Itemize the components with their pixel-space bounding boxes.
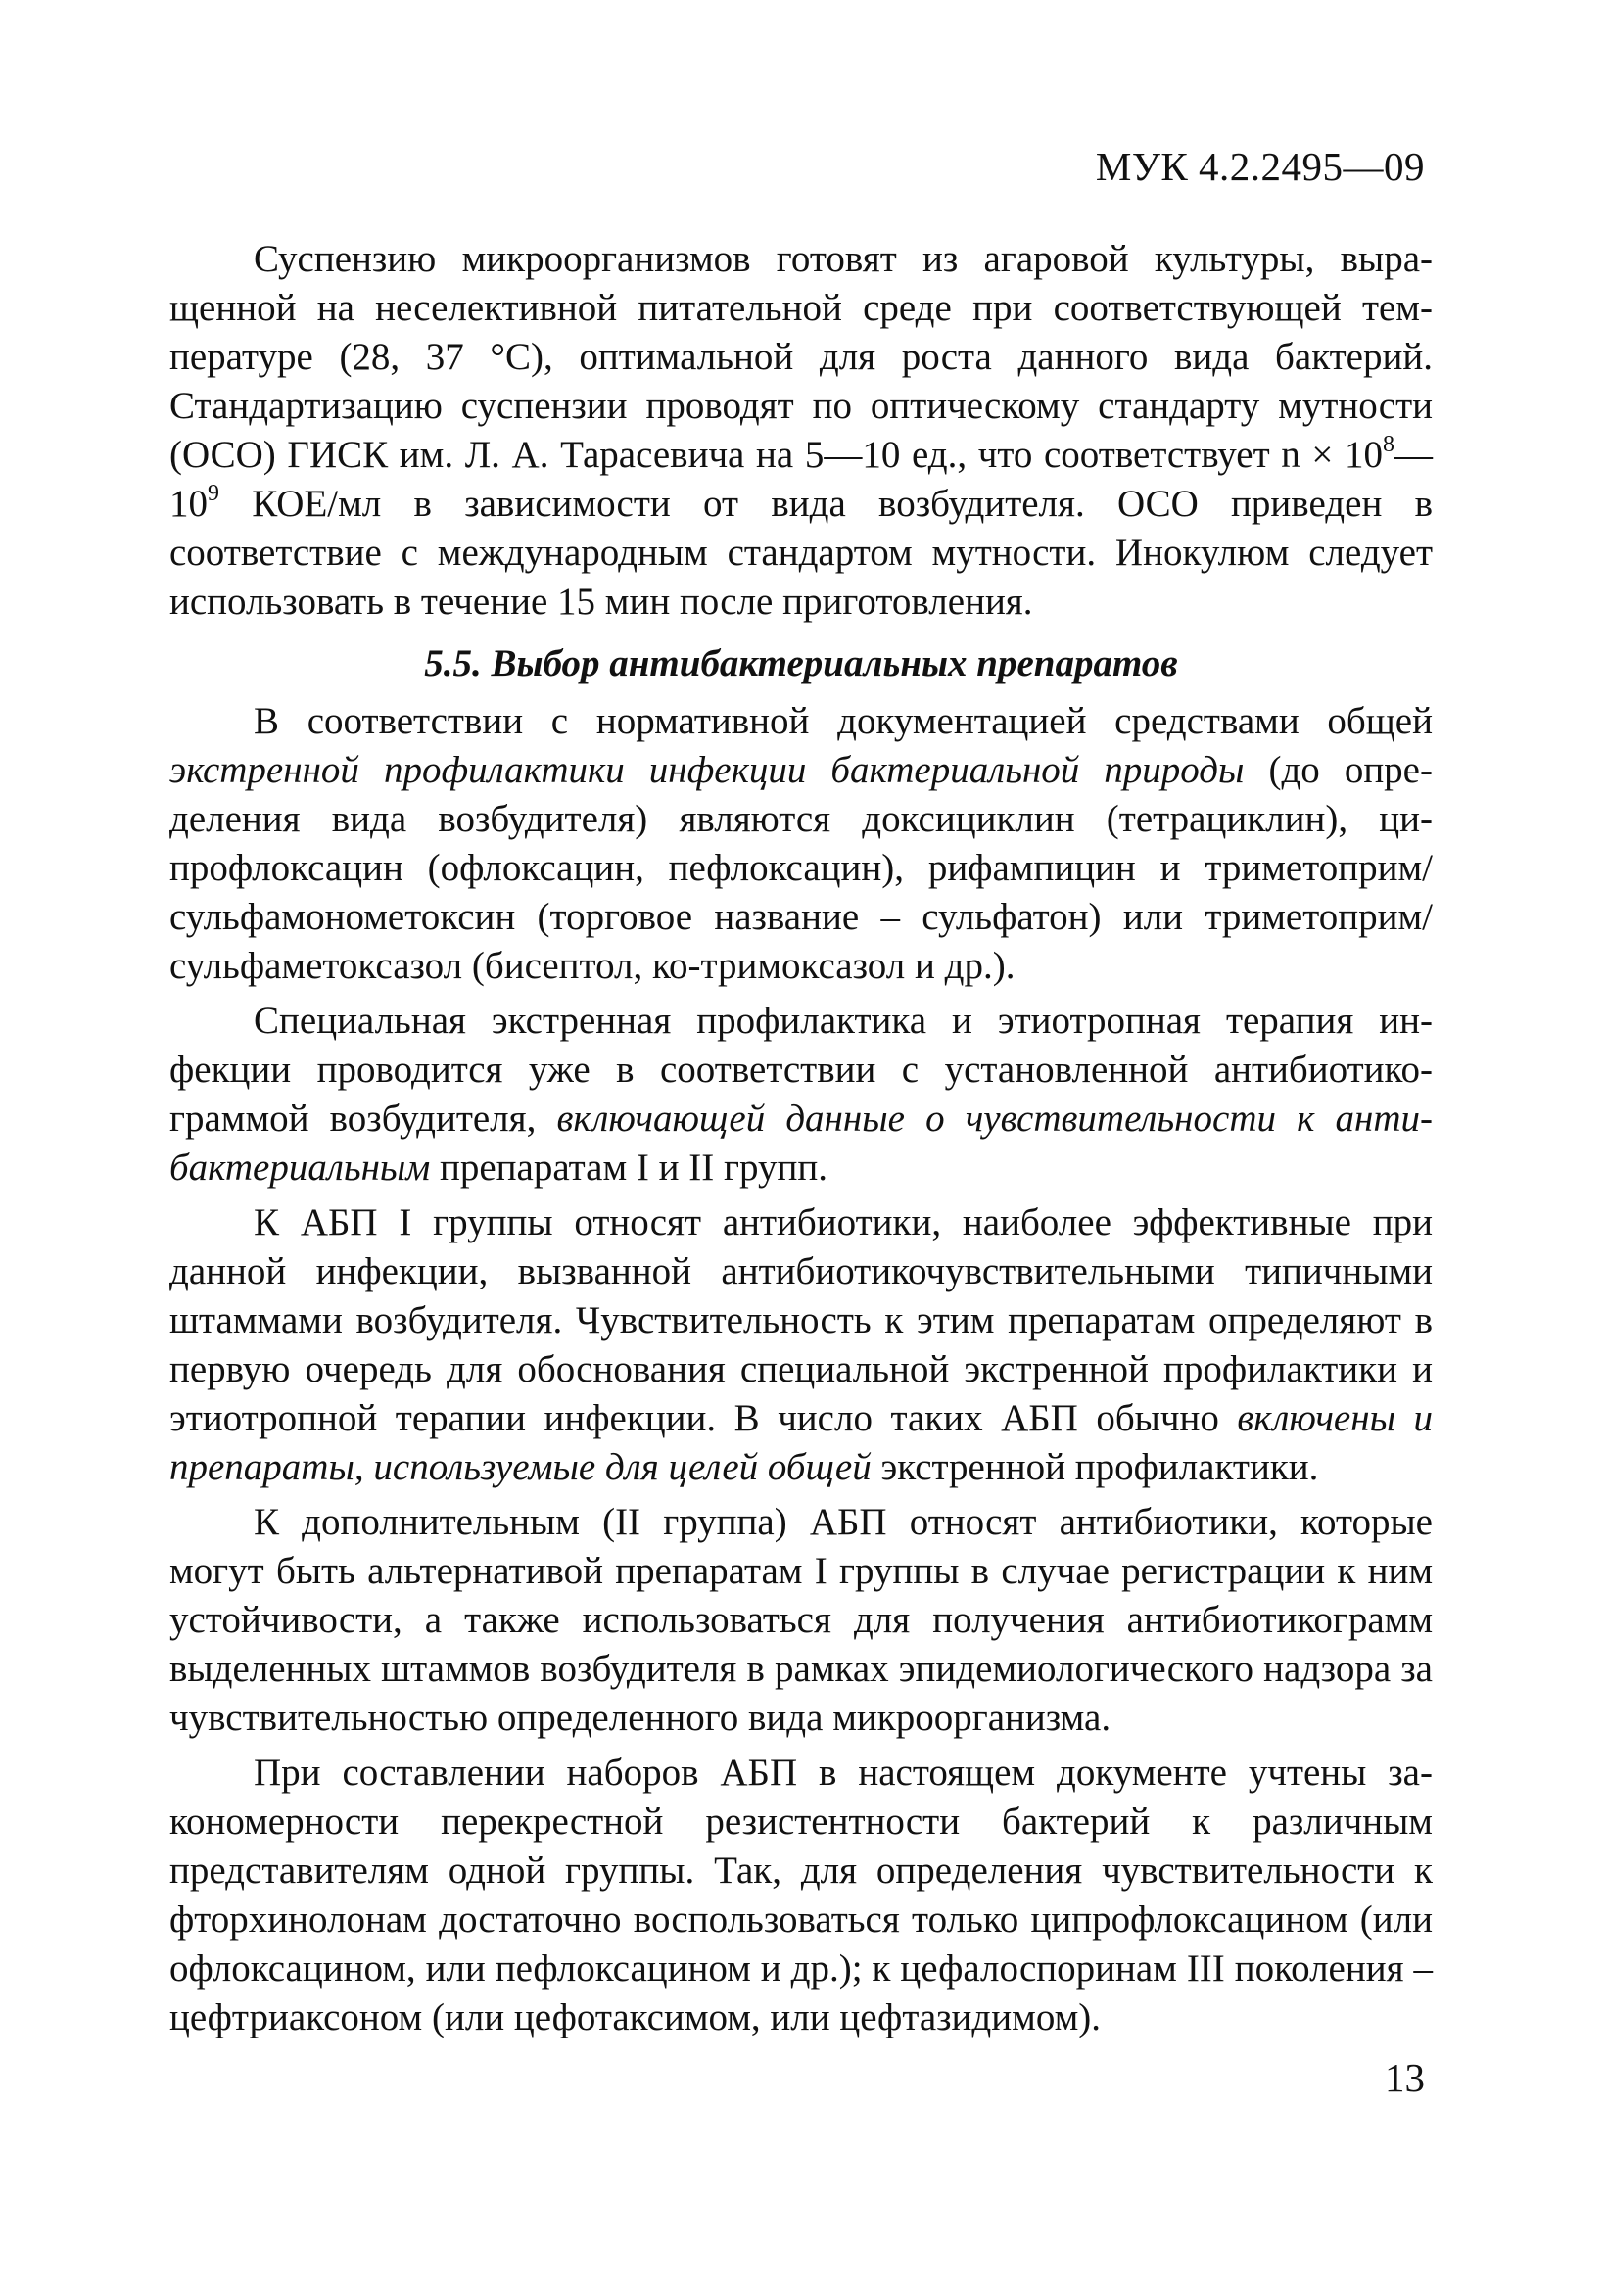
paragraph-general-prophylaxis-text-b: (до определения вида возбудителя) являются доксициклин (тетрациклин), ципрофлоксацин (офлоксацин, пефлоксацин), рифампицин и триметоприм/сульфамонометоксин (торговое название – сульфатон) или триметоприм/сульфаметоксазол (бисептол, ко-тримоксазол и др.).	[169, 749, 1433, 987]
paragraph-group-one	[169, 1198, 1433, 1492]
paragraph-group-two: К дополнительным (II группа) АБП относят антибиотики, которые могут быть альтернативой препаратам I группы в случае регистрации к ним устойчивости, а также использоваться для получения антибиотикограмм выделенных штаммов возбудителя в рамках эпидемиологического надзора за чувствительностью определенного вида микроорганизма.	[169, 1501, 1433, 1739]
paragraph-group-one-text-a: К АБП I группы относят антибиотики, наиболее эффективные при данной инфекции, вызванной антибиотикочувствительными типичными штаммами возбудителя. Чувствительность к этим препаратам определяют в первую очередь для обоснования специальной экстренной профилактики и этиотропной терапии инфекции. В число таких АБП обычно	[169, 1201, 1433, 1439]
exponent-8: 8	[1383, 432, 1394, 457]
paragraph-cross-resistance: При составлении наборов АБП в настоящем документе учтены закономерности перекрестной резистентности бактерий к различным представителям одной группы. Так, для определения чувствительности к фторхинолонам достаточно воспользоваться только ципрофлоксацином (или офлоксацином, или пефлоксацином и др.); к цефалоспоринам III поколения – цефтриаксоном (или цефотаксимом, или цефтазидимом).	[169, 1752, 1433, 2038]
paragraph-group-one-text-b: экстренной профилактики.	[871, 1446, 1319, 1488]
paragraph-suspension-text-b: —10	[169, 434, 1433, 525]
page-content	[169, 235, 1433, 2042]
paragraph-general-prophylaxis	[169, 697, 1433, 991]
paragraph-special-prophylaxis-text-a: Специальная экстренная профилактика и этиотропная терапия инфекции проводится уже в соответствии с установленной антибиотикограммой возбудителя,	[169, 1000, 1433, 1140]
paragraph-special-prophylaxis	[169, 997, 1433, 1193]
paragraph-general-prophylaxis-text-a: В соответствии с нормативной документацией средствами общей	[254, 700, 1433, 742]
document-code-header: МУК 4.2.2495—09	[1095, 144, 1425, 189]
paragraph-special-prophylaxis-italic: включающей данные о чувствительности к антибактериальным	[169, 1098, 1433, 1189]
paragraph-special-prophylaxis-text-b: препаратам I и II групп.	[430, 1147, 827, 1189]
exponent-9: 9	[208, 481, 219, 506]
paragraph-group-one-italic: включены и препараты, используемые для целей общей	[169, 1397, 1433, 1488]
paragraph-suspension-text-c: КОЕ/мл в зависимости от вида возбудителя. ОСО приведен в соответствие с международным стандартом мутности. Инокулюм следует использовать в течение 15 мин после приготовления.	[169, 483, 1433, 623]
paragraph-suspension-text-a: Суспензию микроорганизмов готовят из агаровой культуры, выращенной на неселективной питательной среде при соответствующей температуре (28, 37 °С), оптимальной для роста данного вида бактерий. Стандартизацию суспензии проводят по оптическому стандарту мутности (ОСО) ГИСК им. Л. А. Тарасевича на 5—10 ед., что соответствует n × 10	[169, 238, 1433, 476]
page-number: 13	[1385, 2055, 1425, 2100]
paragraph-suspension	[169, 235, 1433, 627]
section-heading: 5.5. Выбор антибактериальных препаратов	[424, 642, 1178, 684]
paragraph-general-prophylaxis-italic: экстренной профилактики инфекции бактериальной природы	[169, 749, 1245, 791]
